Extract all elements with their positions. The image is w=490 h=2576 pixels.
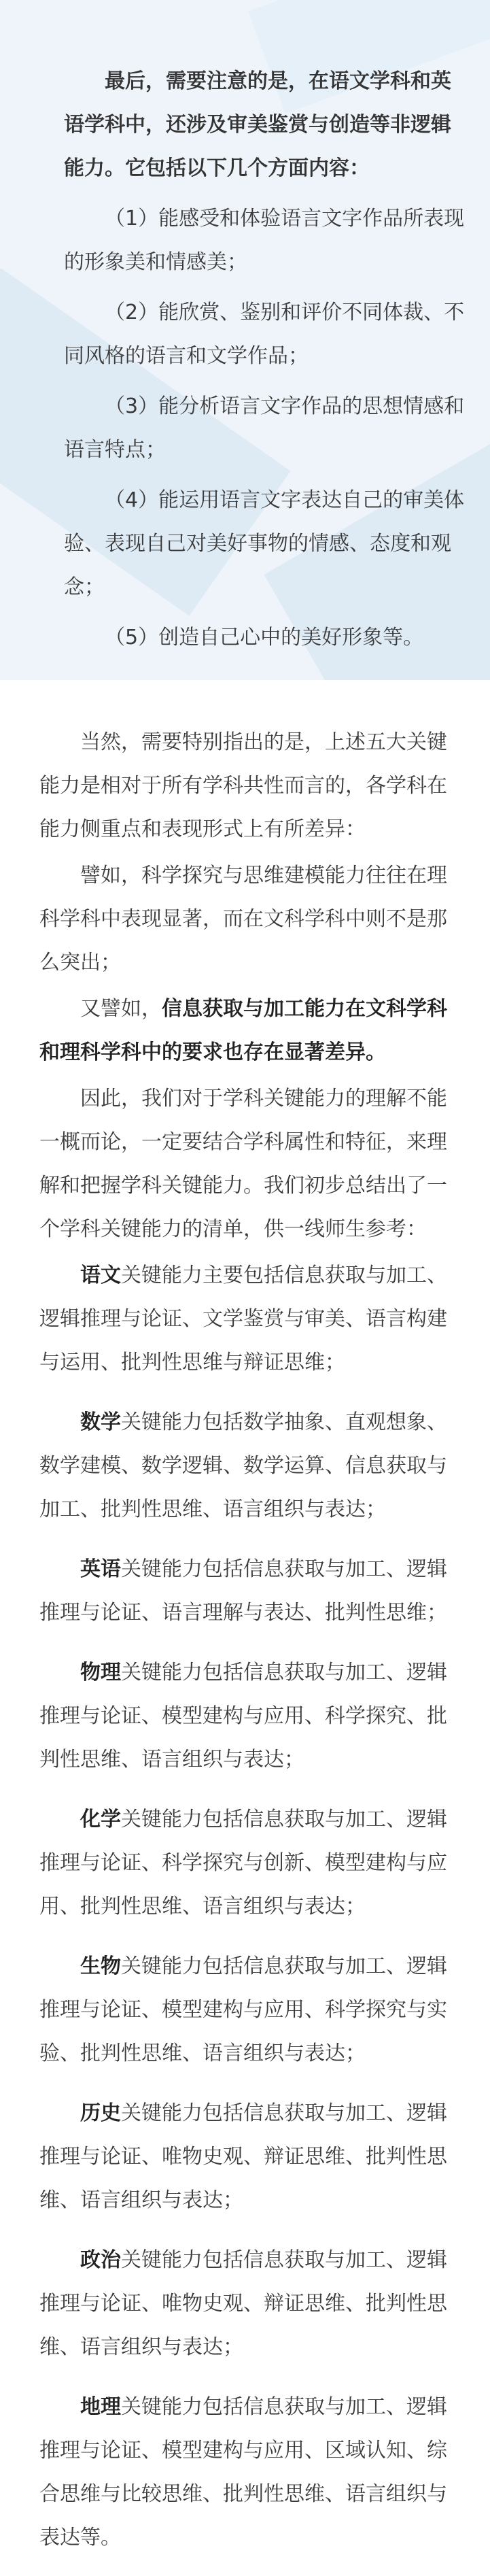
subject-name: 历史: [80, 2101, 121, 2125]
subject-name: 生物: [80, 1954, 121, 1978]
subject-name: 政治: [80, 2248, 121, 2272]
subject-text: 关键能力包括信息获取与加工、逻辑推理与论证、语言理解与表达、批判性思维；: [39, 1557, 447, 1625]
list-item: （4）能运用语言文字表达自己的审美体验、表现自己对美好事物的情感、态度和观念；: [64, 488, 465, 599]
subject-paragraph: [39, 1651, 459, 1782]
highlight-box: [0, 0, 490, 680]
subject-paragraph: [39, 1401, 459, 1531]
subject-name: 语文: [80, 1264, 121, 1287]
highlight-box-content: [64, 60, 465, 666]
emphasized-text: 信息获取与加工能力在文科学科和理科学科中的要求也存在显著差异。: [39, 997, 447, 1064]
subject-paragraph: [39, 2092, 459, 2222]
subject-paragraph: [39, 2239, 459, 2369]
subject-text: 关键能力包括信息获取与加工、逻辑推理与论证、模型建构与应用、区域认知、综合思维与比较思维、批判性思维、语言组织与表达等。: [39, 2395, 447, 2549]
list-item: （2）能欣赏、鉴别和评价不同体裁、不同风格的语言和文学作品；: [64, 301, 465, 368]
subject-paragraph: [39, 1798, 459, 1929]
subject-text: 关键能力包括信息获取与加工、逻辑推理与论证、模型建构与应用、科学探究、批判性思维、语言组织与表达；: [39, 1661, 447, 1772]
list-item: （5）创造自己心中的美好形象等。: [105, 626, 424, 649]
paragraph: [39, 987, 459, 1074]
subject-text: 关键能力主要包括信息获取与加工、逻辑推理与论证、文学鉴赏与审美、语言构建与运用、批判性思维与辩证思维；: [39, 1264, 447, 1374]
subject-text: 关键能力包括信息获取与加工、逻辑推理与论证、科学探究与创新、模型建构与应用、批判性思维、语言组织与表达；: [39, 1808, 447, 1918]
subject-text: 关键能力包括信息获取与加工、逻辑推理与论证、唯物史观、辩证思维、批判性思维、语言组织与表达；: [39, 2101, 447, 2212]
subject-name: 地理: [80, 2395, 121, 2419]
subject-name: 化学: [80, 1808, 121, 1831]
subject-name: 物理: [80, 1661, 121, 1684]
subject-paragraph: [39, 1548, 459, 1635]
paragraph: 譬如，科学探究与思维建模能力往往在理科学科中表现显著，而在文科学科中则不是那么突出；: [39, 864, 447, 975]
subject-paragraph: [39, 1945, 459, 2075]
subject-name: 数学: [80, 1410, 121, 1434]
paragraph: 当然，需要特别指出的是，上述五大关键能力是相对于所有学科共性而言的，各学科在能力侧重点和表现形式上有所差异：: [39, 730, 447, 841]
article-body: [39, 721, 459, 2576]
list-item: （1）能感受和体验语言文字作品所表现的形象美和情感美；: [64, 207, 465, 274]
subject-paragraph: [39, 1254, 459, 1385]
subject-text: 关键能力包括数学抽象、直观想象、数学建模、数学逻辑、数学运算、信息获取与加工、批判性思维、语言组织与表达；: [39, 1410, 447, 1521]
paragraph: 因此，我们对于学科关键能力的理解不能一概而论，一定要结合学科属性和特征，来理解和把握学科关键能力。我们初步总结出了一个学科关键能力的清单，供一线师生参考：: [39, 1087, 447, 1241]
paragraph-text: 又譬如，: [80, 997, 162, 1021]
highlight-intro: 最后，需要注意的是，在语文学科和英语学科中，还涉及审美鉴赏与创造等非逻辑能力。它包括以下几个方面内容：: [64, 69, 451, 180]
list-item: （3）能分析语言文字作品的思想情感和语言特点；: [64, 394, 465, 462]
subject-name: 英语: [80, 1557, 121, 1581]
subject-paragraph: [39, 2386, 459, 2560]
subject-text: 关键能力包括信息获取与加工、逻辑推理与论证、模型建构与应用、科学探究与实验、批判性思维、语言组织与表达；: [39, 1954, 447, 2065]
subject-text: 关键能力包括信息获取与加工、逻辑推理与论证、唯物史观、辩证思维、批判性思维、语言组织与表达；: [39, 2248, 447, 2359]
